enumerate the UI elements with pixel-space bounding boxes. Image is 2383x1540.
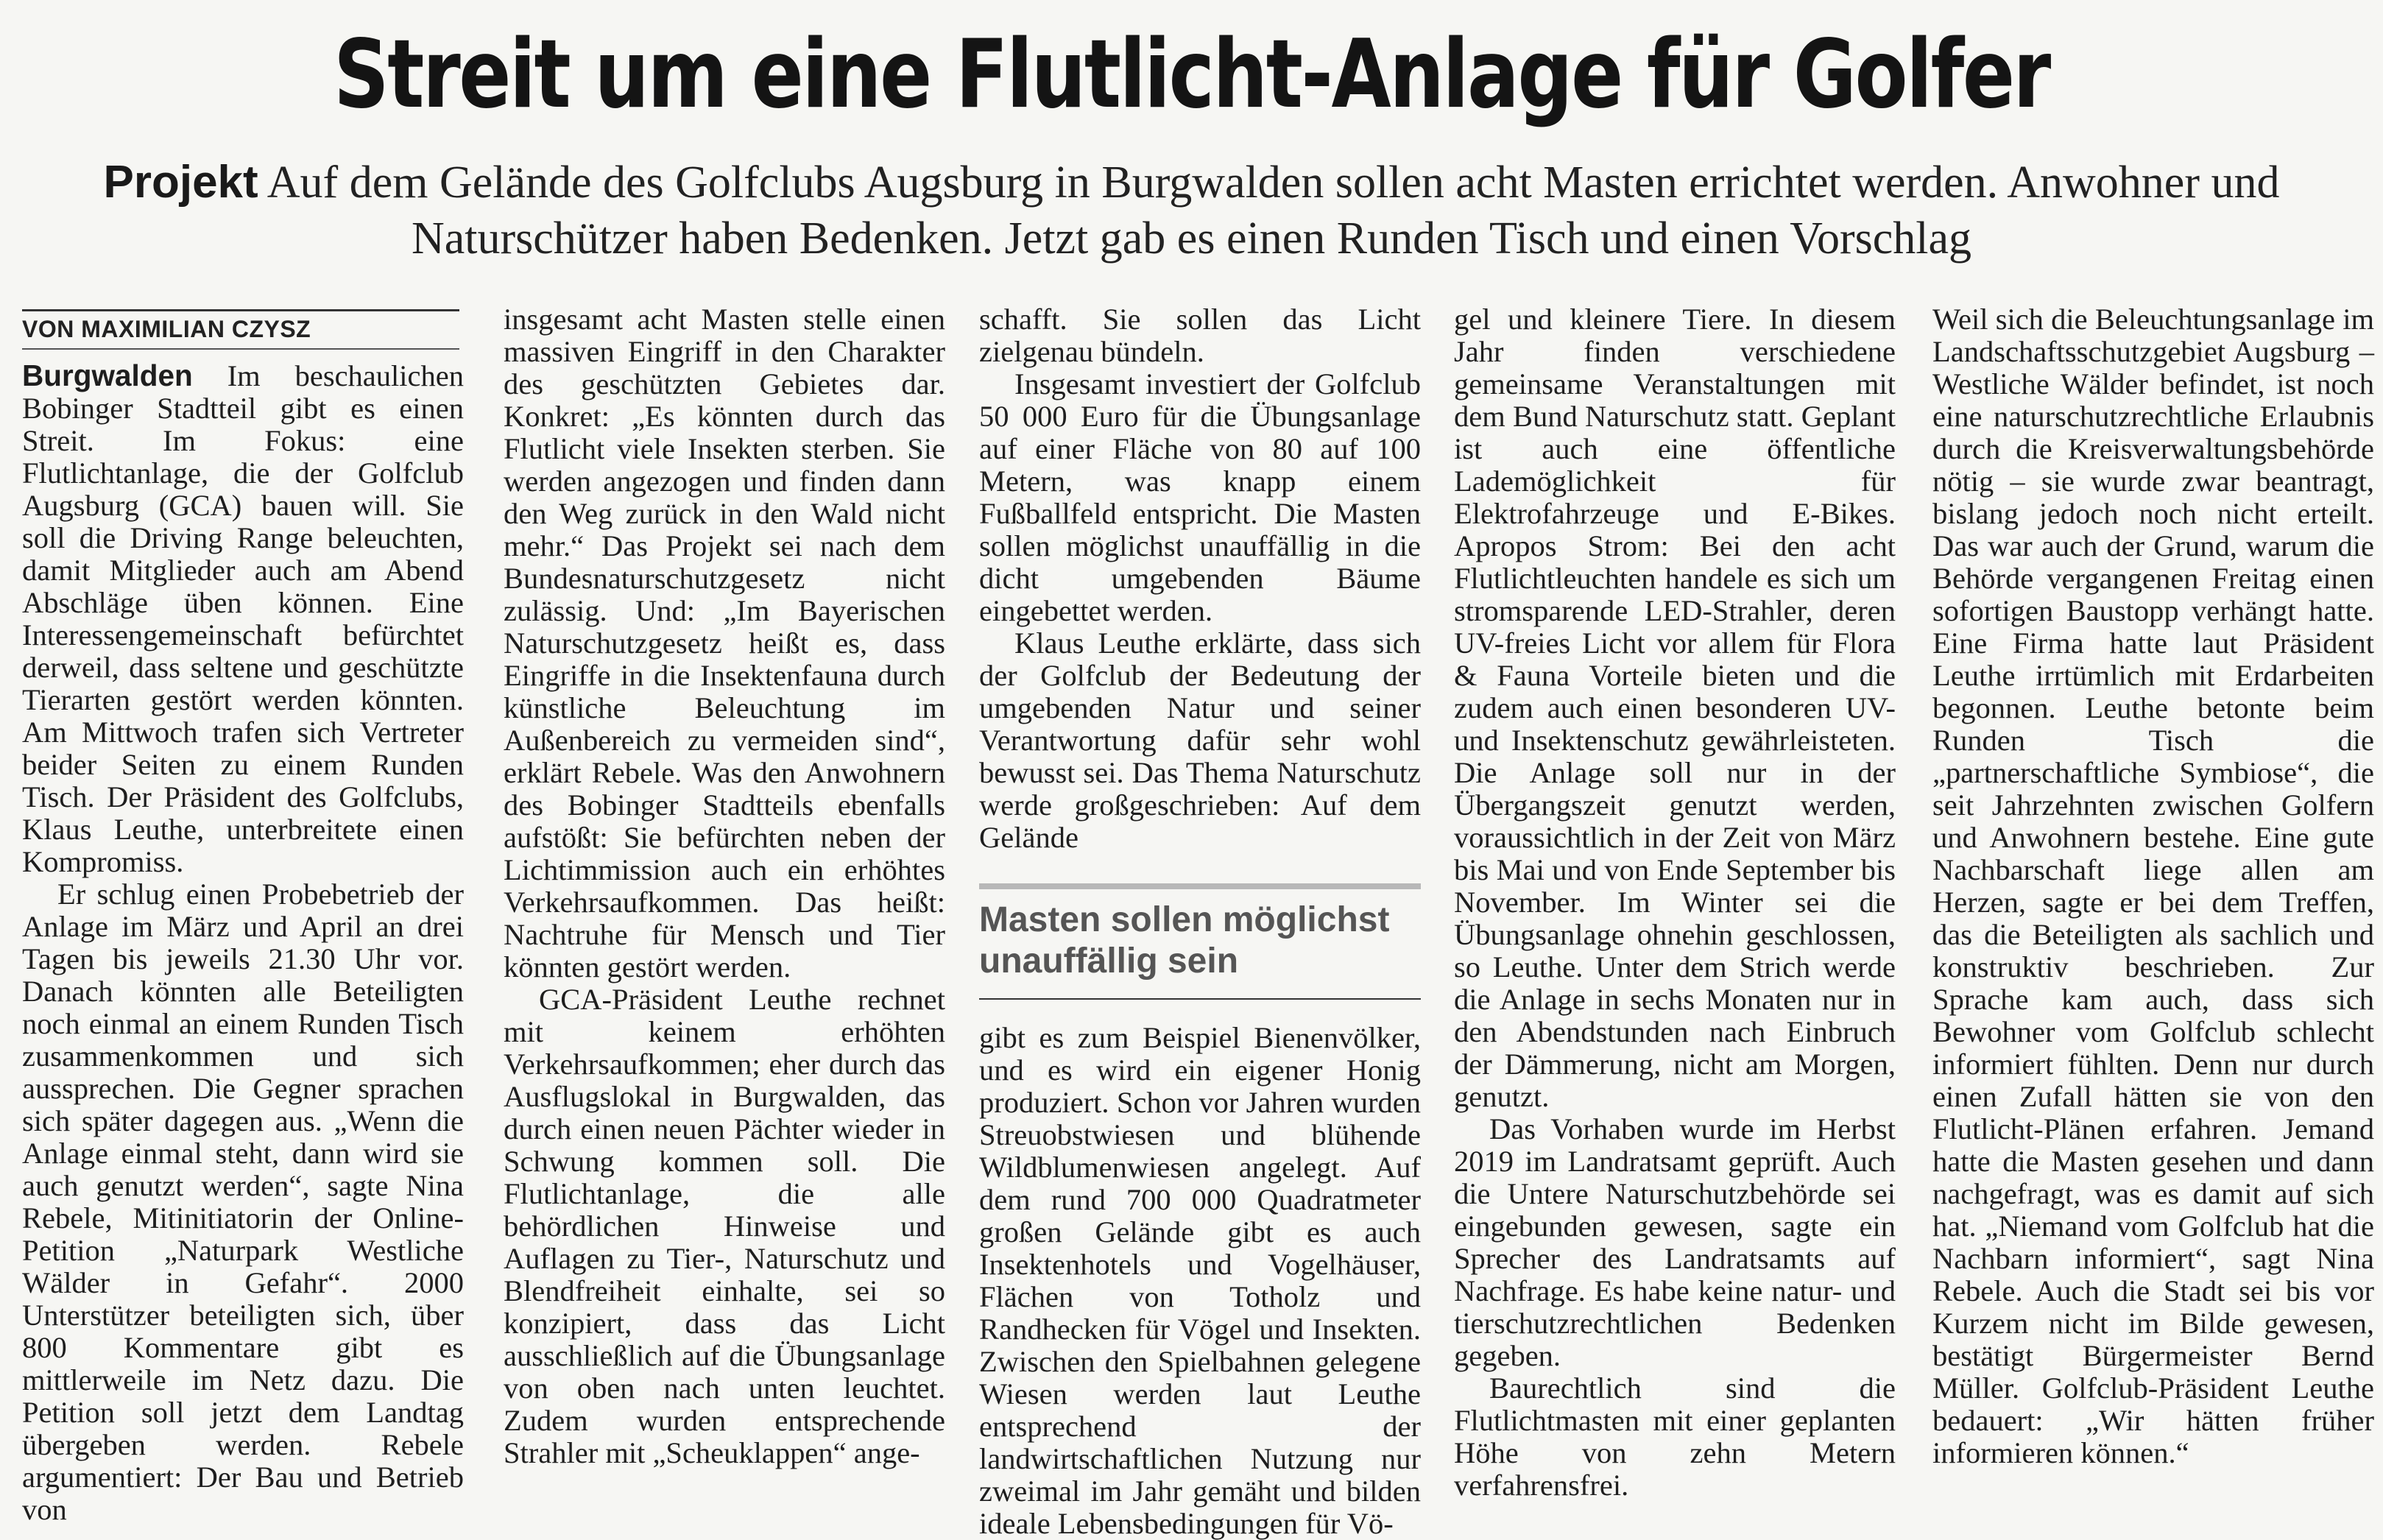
headline: Streit um eine Flutlicht-Anlage für Golfer [333, 20, 2050, 130]
paragraph: Baurechtlich sind die Flutlichtmasten mit einer geplanten Höhe von zehn Metern verfahrensfrei. [1454, 1371, 1896, 1502]
paragraph: GCA-Präsident Leuthe rechnet mit keinem erhöhten Verkehrsaufkommen; eher durch das Ausflugslokal in Burgwalden, das durch einen neuen Pächter wieder in Schwung kommen soll. Die Flutlichtanlage, die alle behördlichen Hinweise und Auflagen zu Tier-, Naturschutz und Blendfreiheit einhalte, sei so konzipiert, dass das Licht ausschließlich auf die Übungsanlage von oben nach unten leuchtet. Zudem wurden entsprechende Strahler mit „Scheuklappen“ ange- [504, 983, 945, 1469]
paragraph: schafft. Sie sollen das Licht zielgenau bündeln. [979, 303, 1421, 368]
paragraph: Weil sich die Beleuchtungsanlage im Landschaftsschutzgebiet Augsburg – Westliche Wälder befindet, ist noch eine naturschutzrechtliche Erlaubnis durch die Kreisverwaltungsbehörde nötig – sie wurde zwar beantragt, bislang jedoch noch nicht erteilt. Das war auch der Grund, warum die Behörde vergangenen Freitag einen sofortigen Baustopp verhängt hatte. Eine Firma hatte laut Präsident Leuthe irrtümlich mit Erdarbeiten begonnen. Leuthe betonte beim Runden Tisch die „partnerschaftliche Symbiose“, die seit Jahrzehnten zwischen Golfern und Anwohnern bestehe. Eine gute Nachbarschaft liege allen am Herzen, sagte er bei dem Treffen, das die Beteiligten als sachlich und konstruktiv beschrieben. Zur Sprache kam auch, dass sich Bewohner vom Golfclub schlecht informiert fühlten. Denn nur durch einen Zufall hätten sie von den Flutlicht-Plänen erfahren. Jemand hatte die Masten gesehen und dann nachgefragt, was es damit auf sich hat. „Niemand vom Golfclub hat die Nachbarn informiert“, sagt Nina Rebele. Auch die Stadt sei bis vor Kurzem nicht im Bilde gewesen, bestätigt Bürgermeister Bernd Müller. Golfclub-Präsident Leuthe bedauert: „Wir hätten früher informieren können.“ [1932, 303, 2374, 1469]
subhead-text: Auf dem Gelände des Golfclubs Augsburg in Burgwalden sollen acht Masten errichtet werden. Anwohner und Naturschützer haben Bedenken. Jetzt gab es einen Runden Tisch und einen Vorschlag [258, 158, 2280, 264]
dateline: Burgwalden [22, 358, 193, 392]
interheading: Masten sollen möglichst unauffällig sein [979, 883, 1421, 1000]
column-1 [22, 359, 464, 1526]
column-4 [1454, 303, 1896, 1502]
paragraph: insgesamt acht Masten stelle einen massiven Eingriff in den Charakter des geschützten Gebietes dar. Konkret: „Es könnten durch das Flutlicht viele Insekten sterben. Sie werden angezogen und finden dann den Weg zurück in den Wald nicht mehr.“ Das Projekt sei nach dem Bundesnaturschutzgesetz nicht zulässig. Und: „Im Bayerischen Naturschutzgesetz heißt es, dass Eingriffe in die Insektenfauna durch künstliche Beleuchtung im Außenbereich zu vermeiden sind“, erklärt Rebele. Was den Anwohnern des Bobinger Stadtteils ebenfalls aufstößt: Sie befürchten neben der Lichtimmission auch ein erhöhtes Verkehrsaufkommen. Das heißt: Nachtruhe für Mensch und Tier könnten gestört werden. [504, 303, 945, 983]
column-5 [1932, 303, 2374, 1469]
paragraph [22, 359, 464, 878]
paragraph: gel und kleinere Tiere. In diesem Jahr finden verschiedene gemeinsame Veranstaltungen mit dem Bund Naturschutz statt. Geplant ist auch eine öffentliche Lademöglichkeit für Elektrofahrzeuge und E-Bikes. Apropos Strom: Bei den acht Flutlichtleuchten handele es sich um stromsparende LED-Strahler, deren UV-freies Licht vor allem für Flora & Fauna Vorteile bieten und die zudem auch einen besonderen UV- und Insektenschutz gewährleisteten. Die Anlage soll nur in der Übergangszeit genutzt werden, voraussichtlich in der Zeit von März bis Mai und von Ende September bis November. Im Winter sei die Übungsanlage ohnehin geschlossen, so Leuthe. Unter dem Strich werde die Anlage in sechs Monaten nur in den Abendstunden nach Einbruch der Dämmerung, nicht am Morgen, genutzt. [1454, 303, 1896, 1113]
paragraph: Er schlug einen Probebetrieb der Anlage im März und April an drei Tagen bis jeweils 21.30 Uhr vor. Danach könnten alle Beteiligten noch einmal an einem Runden Tisch zusammenkommen und sich aussprechen. Die Gegner sprachen sich später dagegen aus. „Wenn die Anlage einmal steht, dann wird sie auch genutzt werden“, sagte Nina Rebele, Mitinitiatorin der Online-Petition „Naturpark Westliche Wälder in Gefahr“. 2000 Unterstützer beteiligten sich, über 800 Kommentare gibt es mittlerweile im Netz dazu. Die Petition soll jetzt dem Landtag übergeben werden. Rebele argumentiert: Der Bau und Betrieb von [22, 877, 464, 1526]
paragraph: Klaus Leuthe erklärte, dass sich der Golfclub der Bedeutung der umgebenden Natur und seiner Verantwortung dafür sehr wohl bewusst sei. Das Thema Naturschutz werde großgeschrieben: Auf dem Gelände [979, 626, 1421, 854]
subheadline [0, 155, 2383, 266]
subhead-label: Projekt [103, 157, 258, 208]
paragraph: Insgesamt investiert der Golfclub 50 000 Euro für die Übungsanlage auf einer Fläche von 80 auf 100 Metern, was knapp einem Fußballfeld entspricht. Die Masten sollen möglichst unauffällig in die dicht umgebenden Bäume eingebettet werden. [979, 367, 1421, 627]
column-3 [979, 303, 1421, 1540]
paragraph-text: Im beschaulichen Bobinger Stadtteil gibt es einen Streit. Im Fokus: eine Flutlichtanlage, die der Golfclub Augsburg (GCA) bauen will. Sie soll die Driving Range beleuchten, damit Mitglieder auch am Abend Abschläge üben können. Eine Interessengemeinschaft befürchtet derweil, dass seltene und geschützte Tierarten gestört werden könnten. Am Mittwoch trafen sich Vertreter beider Seiten zu einem Runden Tisch. Der Präsident des Golfclubs, Klaus Leuthe, unterbreitete einen Kompromiss. [22, 359, 464, 878]
column-2 [504, 303, 945, 1469]
paragraph: Das Vorhaben wurde im Herbst 2019 im Landratsamt geprüft. Auch die Untere Naturschutzbehörde sei eingebunden gewesen, sagte ein Sprecher des Landratsamts auf Nachfrage. Es habe keine natur- und tierschutzrechtlichen Bedenken gegeben. [1454, 1112, 1896, 1372]
paragraph: gibt es zum Beispiel Bienenvölker, und es wird ein eigener Honig produziert. Schon vor Jahren wurden Streuobstwiesen und blühende Wildblumenwiesen angelegt. Auf dem rund 700 000 Quadratmeter großen Gelände gibt es auch Insektenhotels und Vogelhäuser, Flächen von Totholz und Randhecken für Vögel und Insekten. Zwischen den Spielbahnen gelegene Wiesen werden laut Leuthe entsprechend der landwirtschaftlichen Nutzung nur zweimal im Jahr gemäht und bilden ideale Lebensbedingungen für Vö- [979, 1021, 1421, 1540]
byline: VON MAXIMILIAN CZYSZ [22, 309, 459, 350]
